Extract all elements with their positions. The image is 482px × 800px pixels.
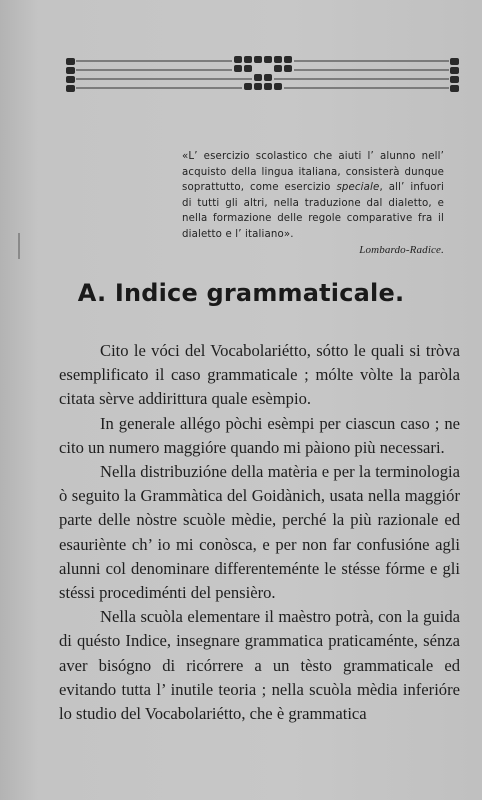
page-edge-mark <box>18 233 20 259</box>
paragraph: In generale allégo pòchi esèmpi per ciascun caso ; ne cito un numero maggióre quando mi pàiono più necessari. <box>59 413 460 457</box>
epigraph-quote <box>182 149 444 258</box>
paragraph: Nella distribuzióne della matèria e per la terminologia ò seguito la Grammàtica del Goidànich, usata nella maggiór parte delle nòstre scuòle mèdie, perché la più razionale ed esauriènte ch’ io mi conòsca, e per non far confusióne agli alunni col denominare differenteménte le stésse fórme e gli stéssi procediménti del pensièro. <box>59 462 460 603</box>
section-title-text: Indice grammaticale. <box>114 279 405 307</box>
epigraph-attribution: Lombardo-Radice. <box>359 243 444 256</box>
body-text <box>59 339 460 726</box>
epigraph-emphasis: speciale <box>336 182 380 194</box>
paragraph: Nella scuòla elementare il maèstro potrà, con la guida di quésto Indice, insegnare grammatica praticaménte, sénza aver bisógno di ricórrere a un tèsto grammaticale ed evitando tutta l’ inutile teoria ; nella scuòla mèdia inferióre lo studio del Vocabolariétto, che è grammatica <box>59 607 460 724</box>
section-title <box>0 279 482 307</box>
paragraph: Cito le vóci del Vocabolariétto, sótto le quali si tròva esemplificato il caso grammaticale ; mólte vòlte la paròla citata sèrve addirittura quale esèmpio. <box>59 341 460 409</box>
section-letter: A. <box>77 279 107 307</box>
epigraph-text: «L’ esercizio scolastico che aiuti l’ alunno nell’ acquisto della lingua italiana, consisterà dunque soprattutto, come esercizio speciale, all’ infuori di tutti gli altri, nella traduzione dal dialetto, e nella formazione delle regole comparative fra il dialetto e l’ italiano». <box>182 151 444 240</box>
decorative-header-ornament <box>60 50 465 100</box>
